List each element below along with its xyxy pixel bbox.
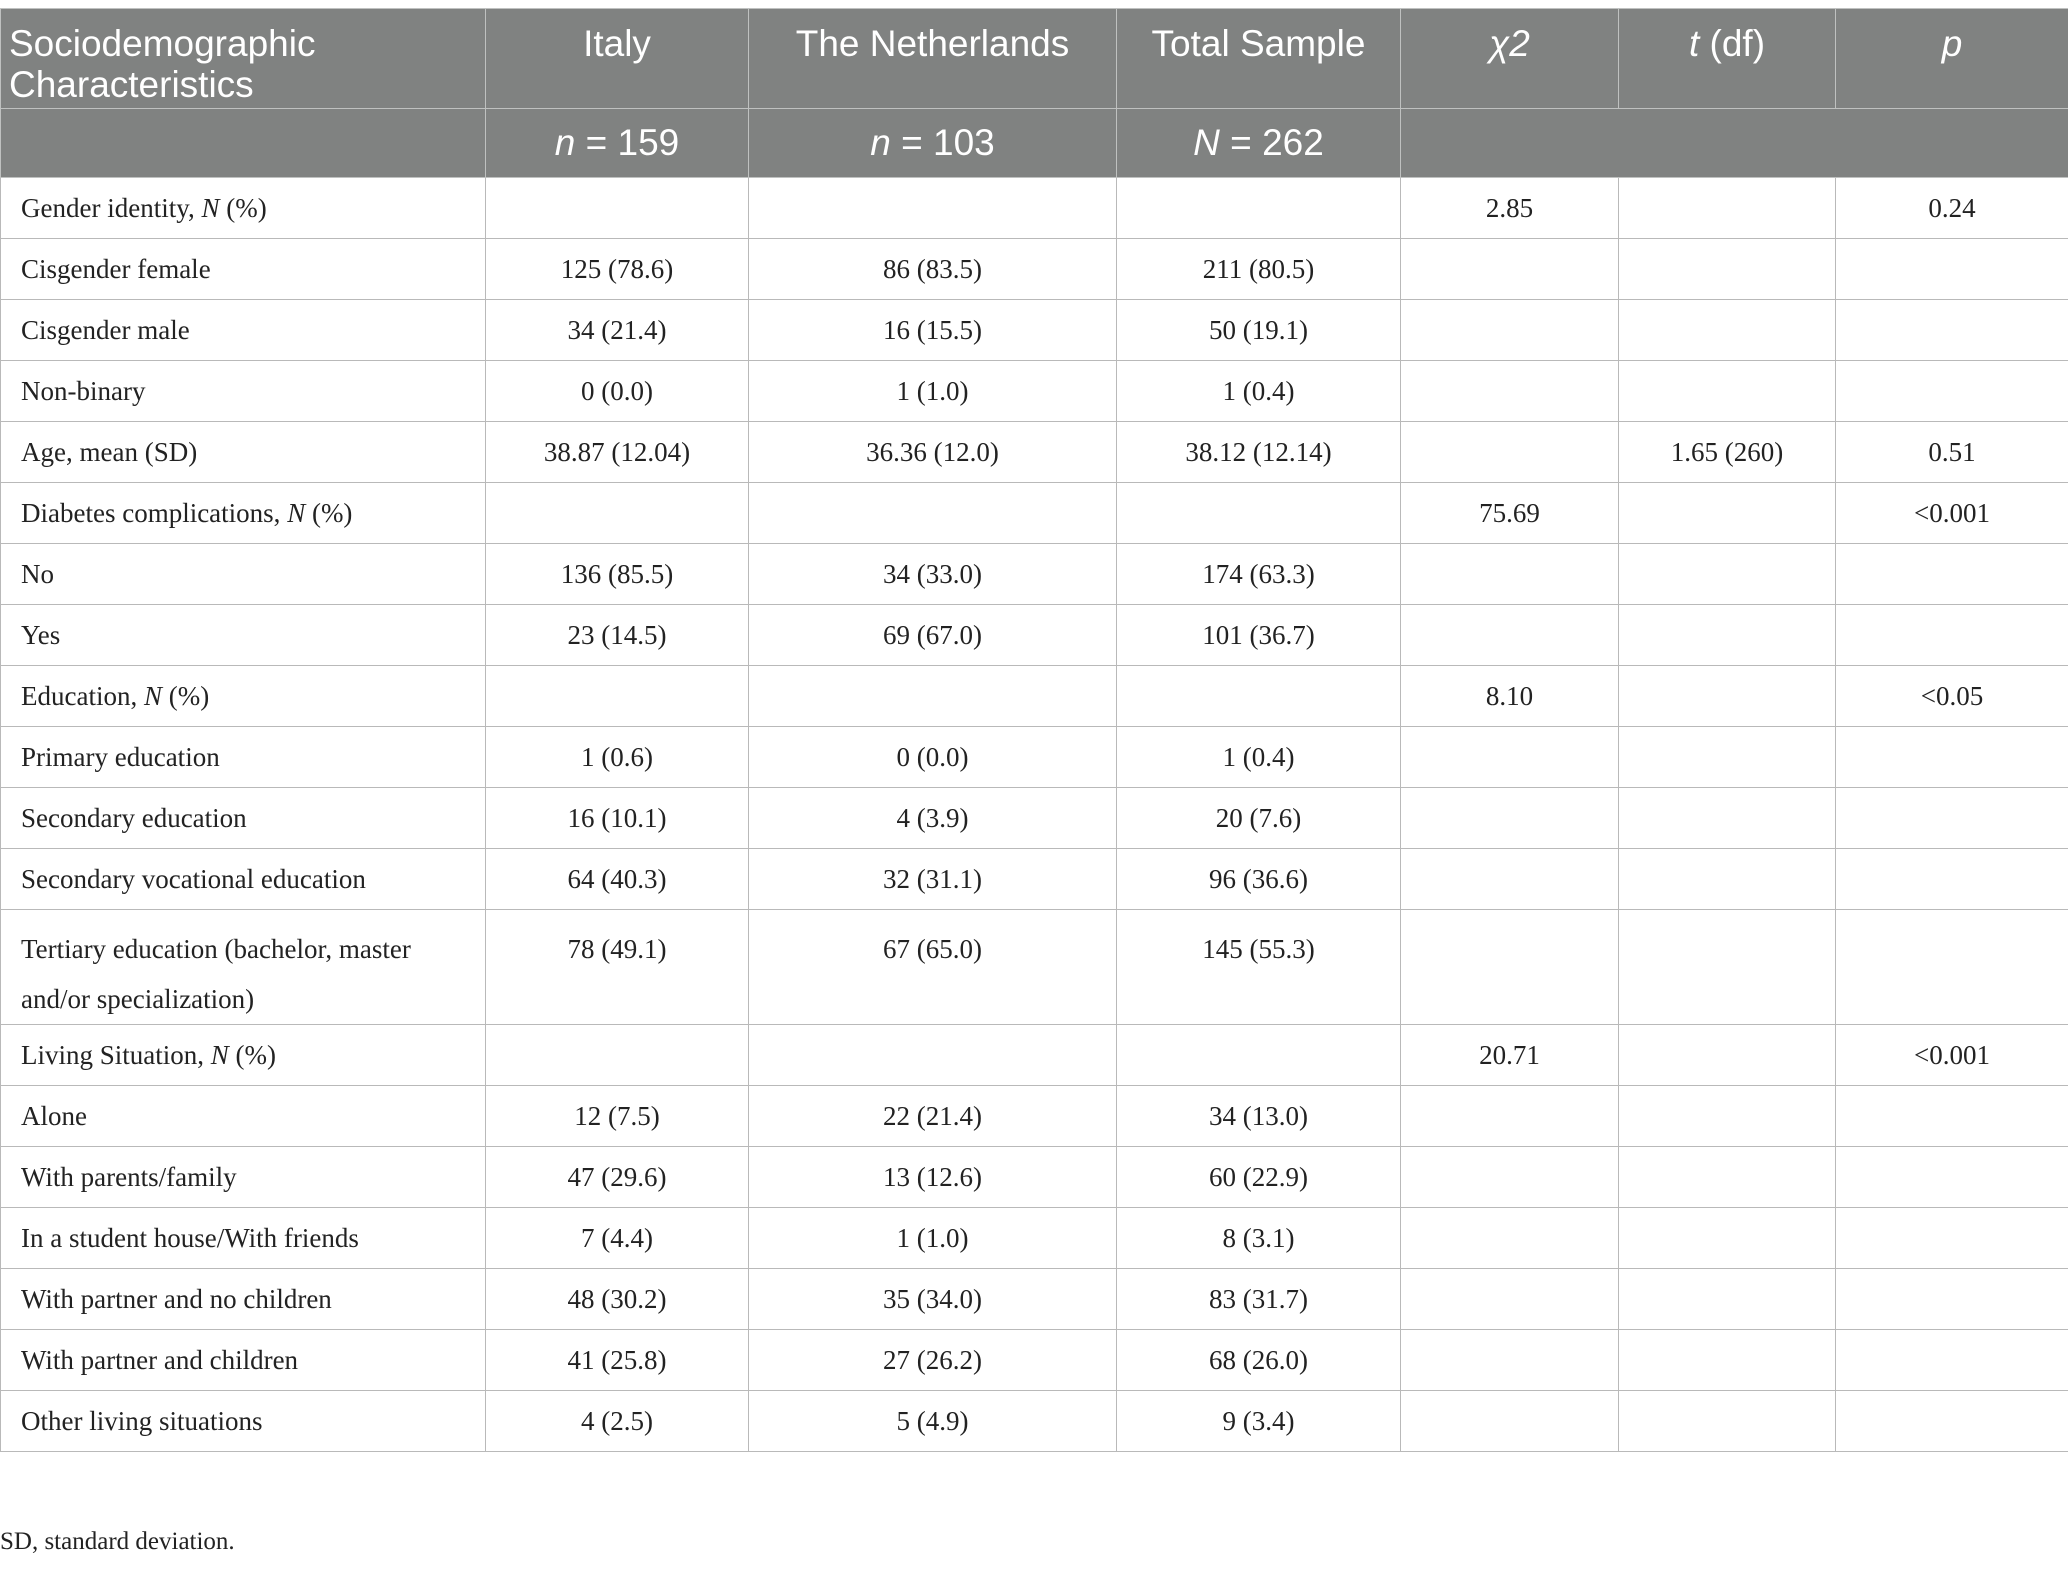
row-label: Cisgender male	[1, 300, 486, 361]
cell-chi-square	[1401, 422, 1619, 483]
header-n-total	[1117, 109, 1401, 178]
cell-total: 96 (36.6)	[1117, 849, 1401, 910]
cell-total	[1117, 178, 1401, 239]
cell-chi-square	[1401, 1269, 1619, 1330]
cell-total: 9 (3.4)	[1117, 1391, 1401, 1452]
header-blank-stats	[1401, 109, 2068, 178]
cell-chi-square	[1401, 788, 1619, 849]
cell-chi-square	[1401, 1147, 1619, 1208]
cell-chi-square: 75.69	[1401, 483, 1619, 544]
cell-italy	[486, 483, 749, 544]
cell-total: 8 (3.1)	[1117, 1208, 1401, 1269]
row-label-part: (%)	[305, 497, 353, 528]
cell-total: 50 (19.1)	[1117, 300, 1401, 361]
header-total-sample: Total Sample	[1117, 9, 1401, 109]
cell-netherlands: 13 (12.6)	[749, 1147, 1117, 1208]
cell-total: 20 (7.6)	[1117, 788, 1401, 849]
cell-italy: 48 (30.2)	[486, 1269, 749, 1330]
cell-p	[1836, 788, 2068, 849]
cell-netherlands	[749, 178, 1117, 239]
cell-p: <0.001	[1836, 483, 2068, 544]
cell-italy: 16 (10.1)	[486, 788, 749, 849]
row-label: Secondary education	[1, 788, 486, 849]
row-label: Tertiary education (bachelor, master and/or specialization)	[1, 910, 486, 1025]
cell-italy: 41 (25.8)	[486, 1330, 749, 1391]
table-row	[1, 422, 2068, 483]
cell-chi-square	[1401, 544, 1619, 605]
cell-p	[1836, 1391, 2068, 1452]
cell-chi-square: 8.10	[1401, 666, 1619, 727]
cell-netherlands: 34 (33.0)	[749, 544, 1117, 605]
cell-chi-square	[1401, 727, 1619, 788]
cell-netherlands: 0 (0.0)	[749, 727, 1117, 788]
cell-italy: 23 (14.5)	[486, 605, 749, 666]
header-n-netherlands	[749, 109, 1117, 178]
table-row	[1, 239, 2068, 300]
n-total-symbol: N	[1193, 122, 1220, 163]
header-chi-square: χ2	[1401, 9, 1619, 109]
header-blank	[1, 109, 486, 178]
cell-netherlands: 32 (31.1)	[749, 849, 1117, 910]
row-label: Other living situations	[1, 1391, 486, 1452]
row-label: With parents/family	[1, 1147, 486, 1208]
cell-t-df	[1619, 239, 1836, 300]
cell-netherlands	[749, 666, 1117, 727]
cell-t-df	[1619, 1025, 1836, 1086]
header-n-italy	[486, 109, 749, 178]
row-label: No	[1, 544, 486, 605]
cell-chi-square: 20.71	[1401, 1025, 1619, 1086]
cell-t-df	[1619, 788, 1836, 849]
header-characteristics: Sociodemographic Characteristics	[1, 9, 486, 109]
row-label-part: N	[210, 1039, 229, 1070]
table-row	[1, 788, 2068, 849]
footnote: SD, standard deviation.	[0, 1528, 235, 1555]
row-label-part: Diabetes complications,	[21, 497, 288, 528]
table-row	[1, 1086, 2068, 1147]
cell-t-df	[1619, 727, 1836, 788]
cell-netherlands: 86 (83.5)	[749, 239, 1117, 300]
cell-italy: 125 (78.6)	[486, 239, 749, 300]
row-label-part: N	[287, 497, 306, 528]
cell-t-df	[1619, 178, 1836, 239]
cell-t-df	[1619, 910, 1836, 1025]
row-label	[1, 666, 486, 727]
cell-netherlands: 35 (34.0)	[749, 1269, 1117, 1330]
cell-t-df	[1619, 361, 1836, 422]
cell-total: 68 (26.0)	[1117, 1330, 1401, 1391]
row-label-part: N	[201, 192, 220, 223]
cell-italy: 47 (29.6)	[486, 1147, 749, 1208]
cell-p: 0.24	[1836, 178, 2068, 239]
cell-p	[1836, 849, 2068, 910]
cell-netherlands: 1 (1.0)	[749, 1208, 1117, 1269]
cell-italy: 38.87 (12.04)	[486, 422, 749, 483]
cell-italy: 1 (0.6)	[486, 727, 749, 788]
cell-total: 60 (22.9)	[1117, 1147, 1401, 1208]
cell-chi-square	[1401, 1208, 1619, 1269]
cell-p	[1836, 1086, 2068, 1147]
table-row	[1, 727, 2068, 788]
row-label	[1, 483, 486, 544]
table-row	[1, 666, 2068, 727]
cell-chi-square	[1401, 1086, 1619, 1147]
cell-italy: 64 (40.3)	[486, 849, 749, 910]
row-label-part: (%)	[161, 680, 210, 711]
cell-italy: 12 (7.5)	[486, 1086, 749, 1147]
cell-p	[1836, 361, 2068, 422]
cell-chi-square	[1401, 300, 1619, 361]
table-row	[1, 1330, 2068, 1391]
row-label: Alone	[1, 1086, 486, 1147]
cell-chi-square	[1401, 1330, 1619, 1391]
cell-netherlands: 69 (67.0)	[749, 605, 1117, 666]
cell-italy: 34 (21.4)	[486, 300, 749, 361]
cell-chi-square	[1401, 849, 1619, 910]
cell-t-df: 1.65 (260)	[1619, 422, 1836, 483]
header-p: p	[1836, 9, 2068, 109]
sociodemographic-table	[0, 8, 2068, 1452]
cell-total: 1 (0.4)	[1117, 361, 1401, 422]
table-row	[1, 849, 2068, 910]
cell-t-df	[1619, 1208, 1836, 1269]
cell-p	[1836, 1147, 2068, 1208]
cell-netherlands: 67 (65.0)	[749, 910, 1117, 1025]
n-total-value: = 262	[1219, 122, 1324, 163]
cell-chi-square: 2.85	[1401, 178, 1619, 239]
cell-total: 174 (63.3)	[1117, 544, 1401, 605]
cell-netherlands: 36.36 (12.0)	[749, 422, 1117, 483]
cell-netherlands: 16 (15.5)	[749, 300, 1117, 361]
cell-t-df	[1619, 1086, 1836, 1147]
n-italy-symbol: n	[554, 122, 576, 163]
row-label: Primary education	[1, 727, 486, 788]
row-label: Yes	[1, 605, 486, 666]
cell-p	[1836, 239, 2068, 300]
cell-italy: 136 (85.5)	[486, 544, 749, 605]
cell-t-df	[1619, 1330, 1836, 1391]
row-label-part: (%)	[228, 1039, 277, 1070]
cell-t-df	[1619, 1391, 1836, 1452]
row-label-part: N	[143, 680, 162, 711]
cell-t-df	[1619, 1147, 1836, 1208]
cell-p	[1836, 1269, 2068, 1330]
cell-netherlands	[749, 1025, 1117, 1086]
header-italy: Italy	[486, 9, 749, 109]
row-label-part: Living Situation,	[21, 1039, 211, 1070]
cell-total	[1117, 1025, 1401, 1086]
table-row	[1, 1147, 2068, 1208]
cell-total: 34 (13.0)	[1117, 1086, 1401, 1147]
n-netherlands-symbol: n	[870, 122, 891, 163]
table-row	[1, 1025, 2068, 1086]
table-row	[1, 1208, 2068, 1269]
cell-t-df	[1619, 483, 1836, 544]
table-row	[1, 1391, 2068, 1452]
cell-p	[1836, 1208, 2068, 1269]
row-label-part: Gender identity,	[21, 192, 202, 223]
cell-p: <0.001	[1836, 1025, 2068, 1086]
table-row	[1, 178, 2068, 239]
cell-p: 0.51	[1836, 422, 2068, 483]
n-italy-value: = 159	[575, 122, 680, 163]
header-df: (df)	[1699, 23, 1766, 64]
cell-italy	[486, 666, 749, 727]
cell-p	[1836, 300, 2068, 361]
cell-p	[1836, 1330, 2068, 1391]
row-label: Secondary vocational education	[1, 849, 486, 910]
cell-italy: 7 (4.4)	[486, 1208, 749, 1269]
cell-italy: 4 (2.5)	[486, 1391, 749, 1452]
cell-p	[1836, 727, 2068, 788]
header-t-symbol: t	[1688, 23, 1700, 64]
table-row	[1, 1269, 2068, 1330]
cell-netherlands	[749, 483, 1117, 544]
cell-t-df	[1619, 849, 1836, 910]
row-label-part: (%)	[219, 192, 267, 223]
row-label: Cisgender female	[1, 239, 486, 300]
table-row	[1, 300, 2068, 361]
cell-total: 211 (80.5)	[1117, 239, 1401, 300]
cell-total: 145 (55.3)	[1117, 910, 1401, 1025]
cell-netherlands: 1 (1.0)	[749, 361, 1117, 422]
cell-p	[1836, 544, 2068, 605]
table-row	[1, 605, 2068, 666]
row-label: With partner and no children	[1, 1269, 486, 1330]
cell-netherlands: 5 (4.9)	[749, 1391, 1117, 1452]
cell-total: 101 (36.7)	[1117, 605, 1401, 666]
cell-chi-square	[1401, 910, 1619, 1025]
cell-total: 38.12 (12.14)	[1117, 422, 1401, 483]
row-label: With partner and children	[1, 1330, 486, 1391]
cell-total	[1117, 483, 1401, 544]
header-netherlands: The Netherlands	[749, 9, 1117, 109]
table-row	[1, 361, 2068, 422]
cell-chi-square	[1401, 239, 1619, 300]
cell-netherlands: 27 (26.2)	[749, 1330, 1117, 1391]
cell-t-df	[1619, 300, 1836, 361]
table-row	[1, 544, 2068, 605]
row-label: Non-binary	[1, 361, 486, 422]
row-label: Age, mean (SD)	[1, 422, 486, 483]
cell-italy: 78 (49.1)	[486, 910, 749, 1025]
cell-t-df	[1619, 1269, 1836, 1330]
n-netherlands-value: = 103	[890, 122, 995, 163]
row-label-part: Education,	[21, 680, 144, 711]
cell-italy: 0 (0.0)	[486, 361, 749, 422]
cell-p	[1836, 605, 2068, 666]
header-t-df	[1619, 9, 1836, 109]
table-body	[1, 178, 2068, 1452]
cell-p	[1836, 910, 2068, 1025]
cell-chi-square	[1401, 605, 1619, 666]
cell-t-df	[1619, 544, 1836, 605]
cell-italy	[486, 1025, 749, 1086]
row-label: In a student house/With friends	[1, 1208, 486, 1269]
row-label	[1, 178, 486, 239]
cell-netherlands: 4 (3.9)	[749, 788, 1117, 849]
table-row	[1, 910, 2068, 1025]
cell-netherlands: 22 (21.4)	[749, 1086, 1117, 1147]
cell-total: 83 (31.7)	[1117, 1269, 1401, 1330]
cell-p: <0.05	[1836, 666, 2068, 727]
table-row	[1, 483, 2068, 544]
cell-total: 1 (0.4)	[1117, 727, 1401, 788]
cell-total	[1117, 666, 1401, 727]
cell-chi-square	[1401, 1391, 1619, 1452]
cell-t-df	[1619, 666, 1836, 727]
row-label	[1, 1025, 486, 1086]
cell-chi-square	[1401, 361, 1619, 422]
cell-italy	[486, 178, 749, 239]
cell-t-df	[1619, 605, 1836, 666]
